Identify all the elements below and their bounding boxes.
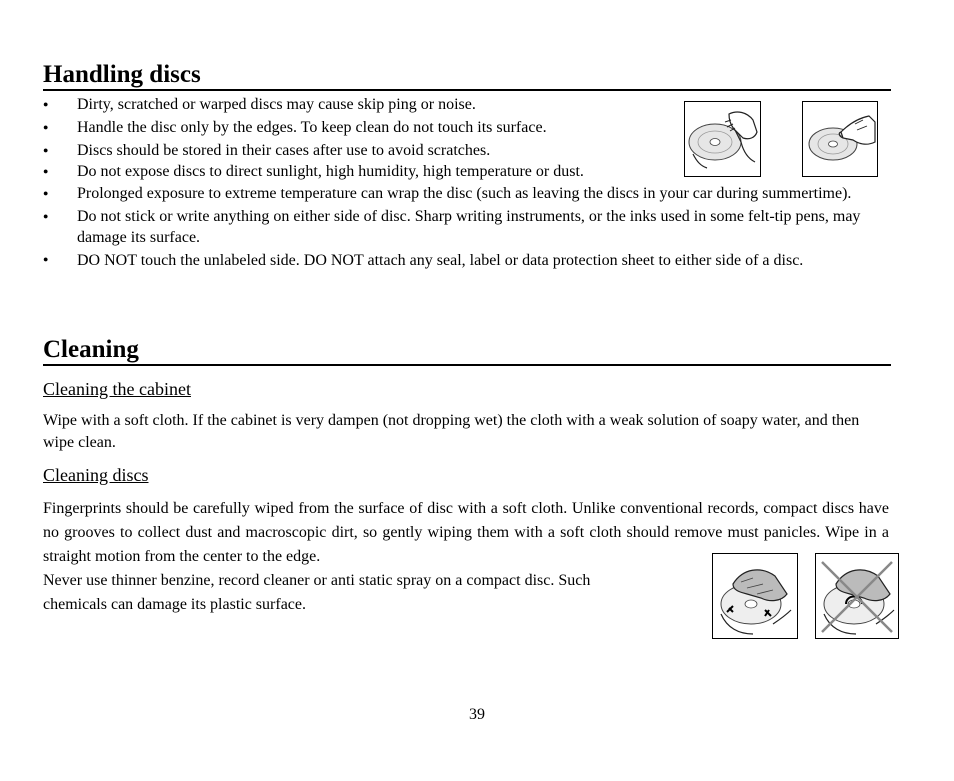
finger-disc-icon (803, 102, 877, 176)
wipe-disc-icon (713, 554, 797, 638)
bullet-icon: ● (43, 188, 49, 198)
cleaning-discs-text: Fingerprints should be carefully wiped from the surface of disc with a soft cloth. Unlike conventional records, compact discs have no grooves to collect dust and macroscopic dirt, so gently wiping them with a soft cloth should remove must panicles. Wipe in a straight motion from the center to the edge. (43, 500, 889, 565)
list-item: ● Prolonged exposure to extreme temperature can wrap the disc (such as leaving the discs in your car during summertime). (43, 185, 852, 202)
cleaning-discs-warning-text: Never use thinner benzine, record cleaner or anti static spray on a compact disc. Such chemicals can damage its plastic surface. (43, 572, 591, 613)
wrong-wipe-icon (816, 554, 898, 638)
finger-on-disc-illustration (802, 101, 878, 177)
hand-disc-icon (685, 102, 760, 176)
incorrect-wiping-illustration (815, 553, 899, 639)
list-item: ● Discs should be stored in their cases after use to avoid scratches. (43, 142, 491, 159)
bullet-icon: ● (43, 166, 49, 176)
cleaning-cabinet-subheading: Cleaning the cabinet (43, 379, 191, 399)
bullet-icon: ● (43, 99, 49, 109)
list-item: ● Handle the disc only by the edges. To keep clean do not touch its surface. (43, 119, 547, 136)
handling-discs-heading: Handling discs (43, 61, 891, 91)
correct-wiping-illustration (712, 553, 798, 639)
list-item: ● Do not expose discs to direct sunlight, high humidity, high temperature or dust. (43, 163, 584, 180)
list-item: ● Dirty, scratched or warped discs may cause skip ping or noise. (43, 96, 476, 113)
list-item: ● Do not stick or write anything on either side of disc. Sharp writing instruments, or the inks used in some felt-tip pens, may damage its surface. (43, 208, 861, 246)
cleaning-cabinet-text: Wipe with a soft cloth. If the cabinet is very dampen (not dropping wet) the cloth with a weak solution of soapy water, and then wipe clean. (43, 412, 860, 451)
bullet-icon: ● (43, 211, 49, 221)
cleaning-heading: Cleaning (43, 336, 891, 366)
cleaning-discs-subheading: Cleaning discs (43, 465, 149, 485)
bullet-icon: ● (43, 254, 49, 264)
handling-bullet-list (43, 94, 893, 273)
bullet-icon: ● (43, 145, 49, 155)
page-number: 39 (469, 706, 485, 723)
hand-holding-disc-illustration (684, 101, 761, 177)
list-item: ● DO NOT touch the unlabeled side. DO NOT attach any seal, label or data protection sheet to either side of a disc. (43, 249, 893, 273)
bullet-icon: ● (43, 122, 49, 132)
